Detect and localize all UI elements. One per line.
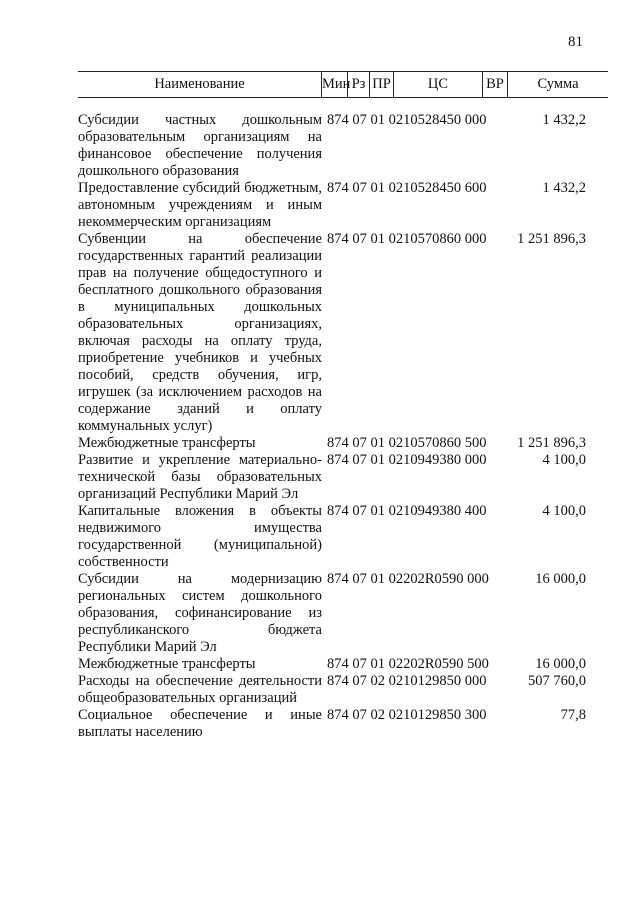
row-name: Предоставление субсидий бюджетным, автономным учреждениям и иным некоммерческим организациям	[78, 180, 322, 230]
header-pr: ПР	[370, 72, 394, 97]
row-name: Капитальные вложения в объекты недвижимого имущества государственной (муниципальной) собственности	[78, 503, 322, 570]
row-sum: 1 432,2	[542, 180, 586, 196]
table-row	[78, 503, 608, 571]
row-name: Расходы на обеспечение деятельности общеобразовательных организаций	[78, 673, 322, 706]
row-name: Межбюджетные трансферты	[78, 656, 256, 672]
table-row	[78, 571, 608, 656]
row-code: 874 07 01 0210570860 500	[327, 435, 487, 451]
header-name: Наименование	[78, 72, 322, 97]
row-name: Межбюджетные трансферты	[78, 435, 256, 451]
table-row	[78, 673, 608, 707]
row-sum: 16 000,0	[535, 571, 586, 587]
row-code: 874 07 01 02202R0590 000	[327, 571, 489, 587]
row-name: Субсидии частных дошкольным образовательным организациям на финансовое обеспечение получения дошкольного образования	[78, 112, 322, 179]
table-row	[78, 707, 608, 741]
header-sum: Сумма	[537, 76, 579, 92]
row-code: 874 07 01 0210949380 000	[327, 452, 487, 468]
row-code: 874 07 02 0210129850 300	[327, 707, 487, 723]
row-sum: 4 100,0	[542, 452, 586, 468]
table-row	[78, 180, 608, 231]
row-sum: 1 251 896,3	[517, 231, 586, 247]
row-sum: 77,8	[560, 707, 586, 723]
row-name: Субсидии на модернизацию региональных систем дошкольного образования, софинансирование из республиканского бюджета Республики Марий Эл	[78, 571, 322, 655]
header-rz: Рз	[348, 72, 370, 97]
table-row	[78, 435, 608, 452]
table-row	[78, 112, 608, 180]
row-sum: 16 000,0	[535, 656, 586, 672]
table-row	[78, 231, 608, 435]
row-sum: 4 100,0	[542, 503, 586, 519]
table-row	[78, 656, 608, 673]
header-vr: ВР	[483, 72, 508, 97]
row-code: 874 07 01 02202R0590 500	[327, 656, 489, 672]
row-code: 874 07 01 0210528450 600	[327, 180, 487, 196]
header-cs: ЦС	[394, 72, 483, 97]
page-number: 81	[568, 34, 583, 50]
row-code: 874 07 01 0210570860 000	[327, 231, 487, 247]
row-name: Социальное обеспечение и иные выплаты населению	[78, 707, 322, 740]
table-body	[78, 112, 608, 741]
row-sum: 1 432,2	[542, 112, 586, 128]
row-sum: 1 251 896,3	[517, 435, 586, 451]
row-code: 874 07 01 0210949380 400	[327, 503, 487, 519]
row-name: Субвенции на обеспечение государственных гарантий реализации прав на получение общедоступного и бесплатного дошкольного образования в муниципальных дошкольных образовательных организациях, включая расходы на оплату труда, приобретение учебников и учебных пособий, средств обучения, игр, игрушек (за исключением расходов на содержание зданий и оплату коммунальных услуг)	[78, 231, 322, 434]
table-header	[78, 71, 608, 98]
row-sum: 507 760,0	[528, 673, 586, 689]
row-code: 874 07 01 0210528450 000	[327, 112, 487, 128]
row-code: 874 07 02 0210129850 000	[327, 673, 487, 689]
row-name: Развитие и укрепление материально-технической базы образовательных организаций Республики Марий Эл	[78, 452, 322, 502]
table-row	[78, 452, 608, 503]
header-min: Мин	[322, 72, 348, 97]
